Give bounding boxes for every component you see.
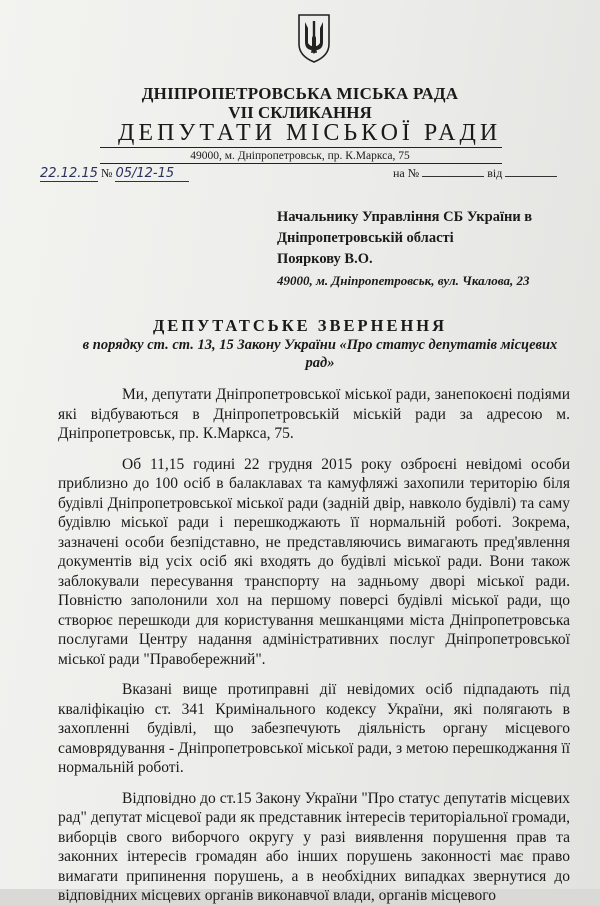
header-divider-top [100,147,502,148]
from-date-blank [505,176,557,177]
council-name: ДНІПРОПЕТРОВСЬКА МІСЬКА РАДА [141,84,459,103]
from-label: від [487,166,503,180]
convocation: VII СКЛИКАННЯ [228,103,372,122]
addressee-address: 49000, м. Дніпропетровськ, вул. Чкалова, 23 [277,273,530,288]
on-number-label: на № [393,166,420,180]
addressee-line-2: Дніпропетровській області [277,230,454,246]
document-title: ДЕПУТАТСЬКЕ ЗВЕРНЕННЯ [152,316,448,335]
addressee-block [277,207,532,291]
deputies-heading: ДЕПУТАТИ МІСЬКОЇ РАДИ [118,120,502,146]
addressee-line-3: Пояркову В.О. [277,251,373,267]
on-number-blank [422,176,484,177]
registration-number: 05/12-15 [115,166,189,182]
letter-body [58,385,570,906]
body-paragraph-4: Відповідно до ст.15 Закону України "Про статус депутатів місцевих рад" депутат місцевої ради як представник інтересів територіальної громади, виборців свого виборчого округу у разі виявлення порушення прав та законних інтересів громадян або інших порушень законності має право вимагати припинення порушень, а в необхідних випадках звернутися до відповідних місцевих органів виконавчої влади, органів місцевого [58,789,570,904]
registration-date: 22.12.15 [40,166,98,181]
incoming-reference [393,166,557,181]
council-address: 49000, м. Дніпропетровськ, пр. К.Маркса, 75 [190,150,410,162]
trident-coat-of-arms-icon [296,12,332,64]
body-paragraph-1: Ми, депутати Дніпропетровської міської ради, занепокоєні подіями які відбуваються в Дніпропетровській міській ради за адресою м. Дніпропетровськ, пр. К.Маркса, 75. [58,386,570,442]
body-paragraph-2: Об 11,15 годині 22 грудня 2015 року озброєні невідомі особи приблизно до 100 осіб в балаклавах та камуфляжі захопили територію біля будівлі Дніпропетровської міської ради (задній двір, навколо будівлі) та саму будівлю міської ради і перешкоджають її нормальній роботі. Зокрема, зазначені особи безпідставно, не представляючись вимагають пред'явлення документів від усіх осіб які входять до будівлі міської ради. Вони також заблокували пересування транспорту на задньому дворі міської ради. Повністю заполонили хол на першому поверсі будівлі міської ради, що створює перешкоди для користування мешканцями міста Дніпропетровська послугами Центру надання адміністративних послуг Дніпропетровської міської ради "Правобережний". [58,455,570,668]
addressee-line-1: Начальнику Управління СБ України в [277,209,533,225]
header-divider-bottom [100,163,502,164]
number-label: № [101,166,113,180]
document-subtitle: в порядку ст. ст. 13, 15 Закону України «Про статус депутатів місцевих рад» [82,337,558,371]
outgoing-registration [40,166,240,182]
body-paragraph-3: Вказані вище протиправні дії невідомих осіб підпадають під кваліфікацію ст. 341 Кримінального кодексу України, які полягають в захопленні будівлі, що забезпечують діяльність органу місцевого самоврядування - Дніпропетровської міської ради, з метою перешкоджання її нормальній роботі. [58,681,570,776]
